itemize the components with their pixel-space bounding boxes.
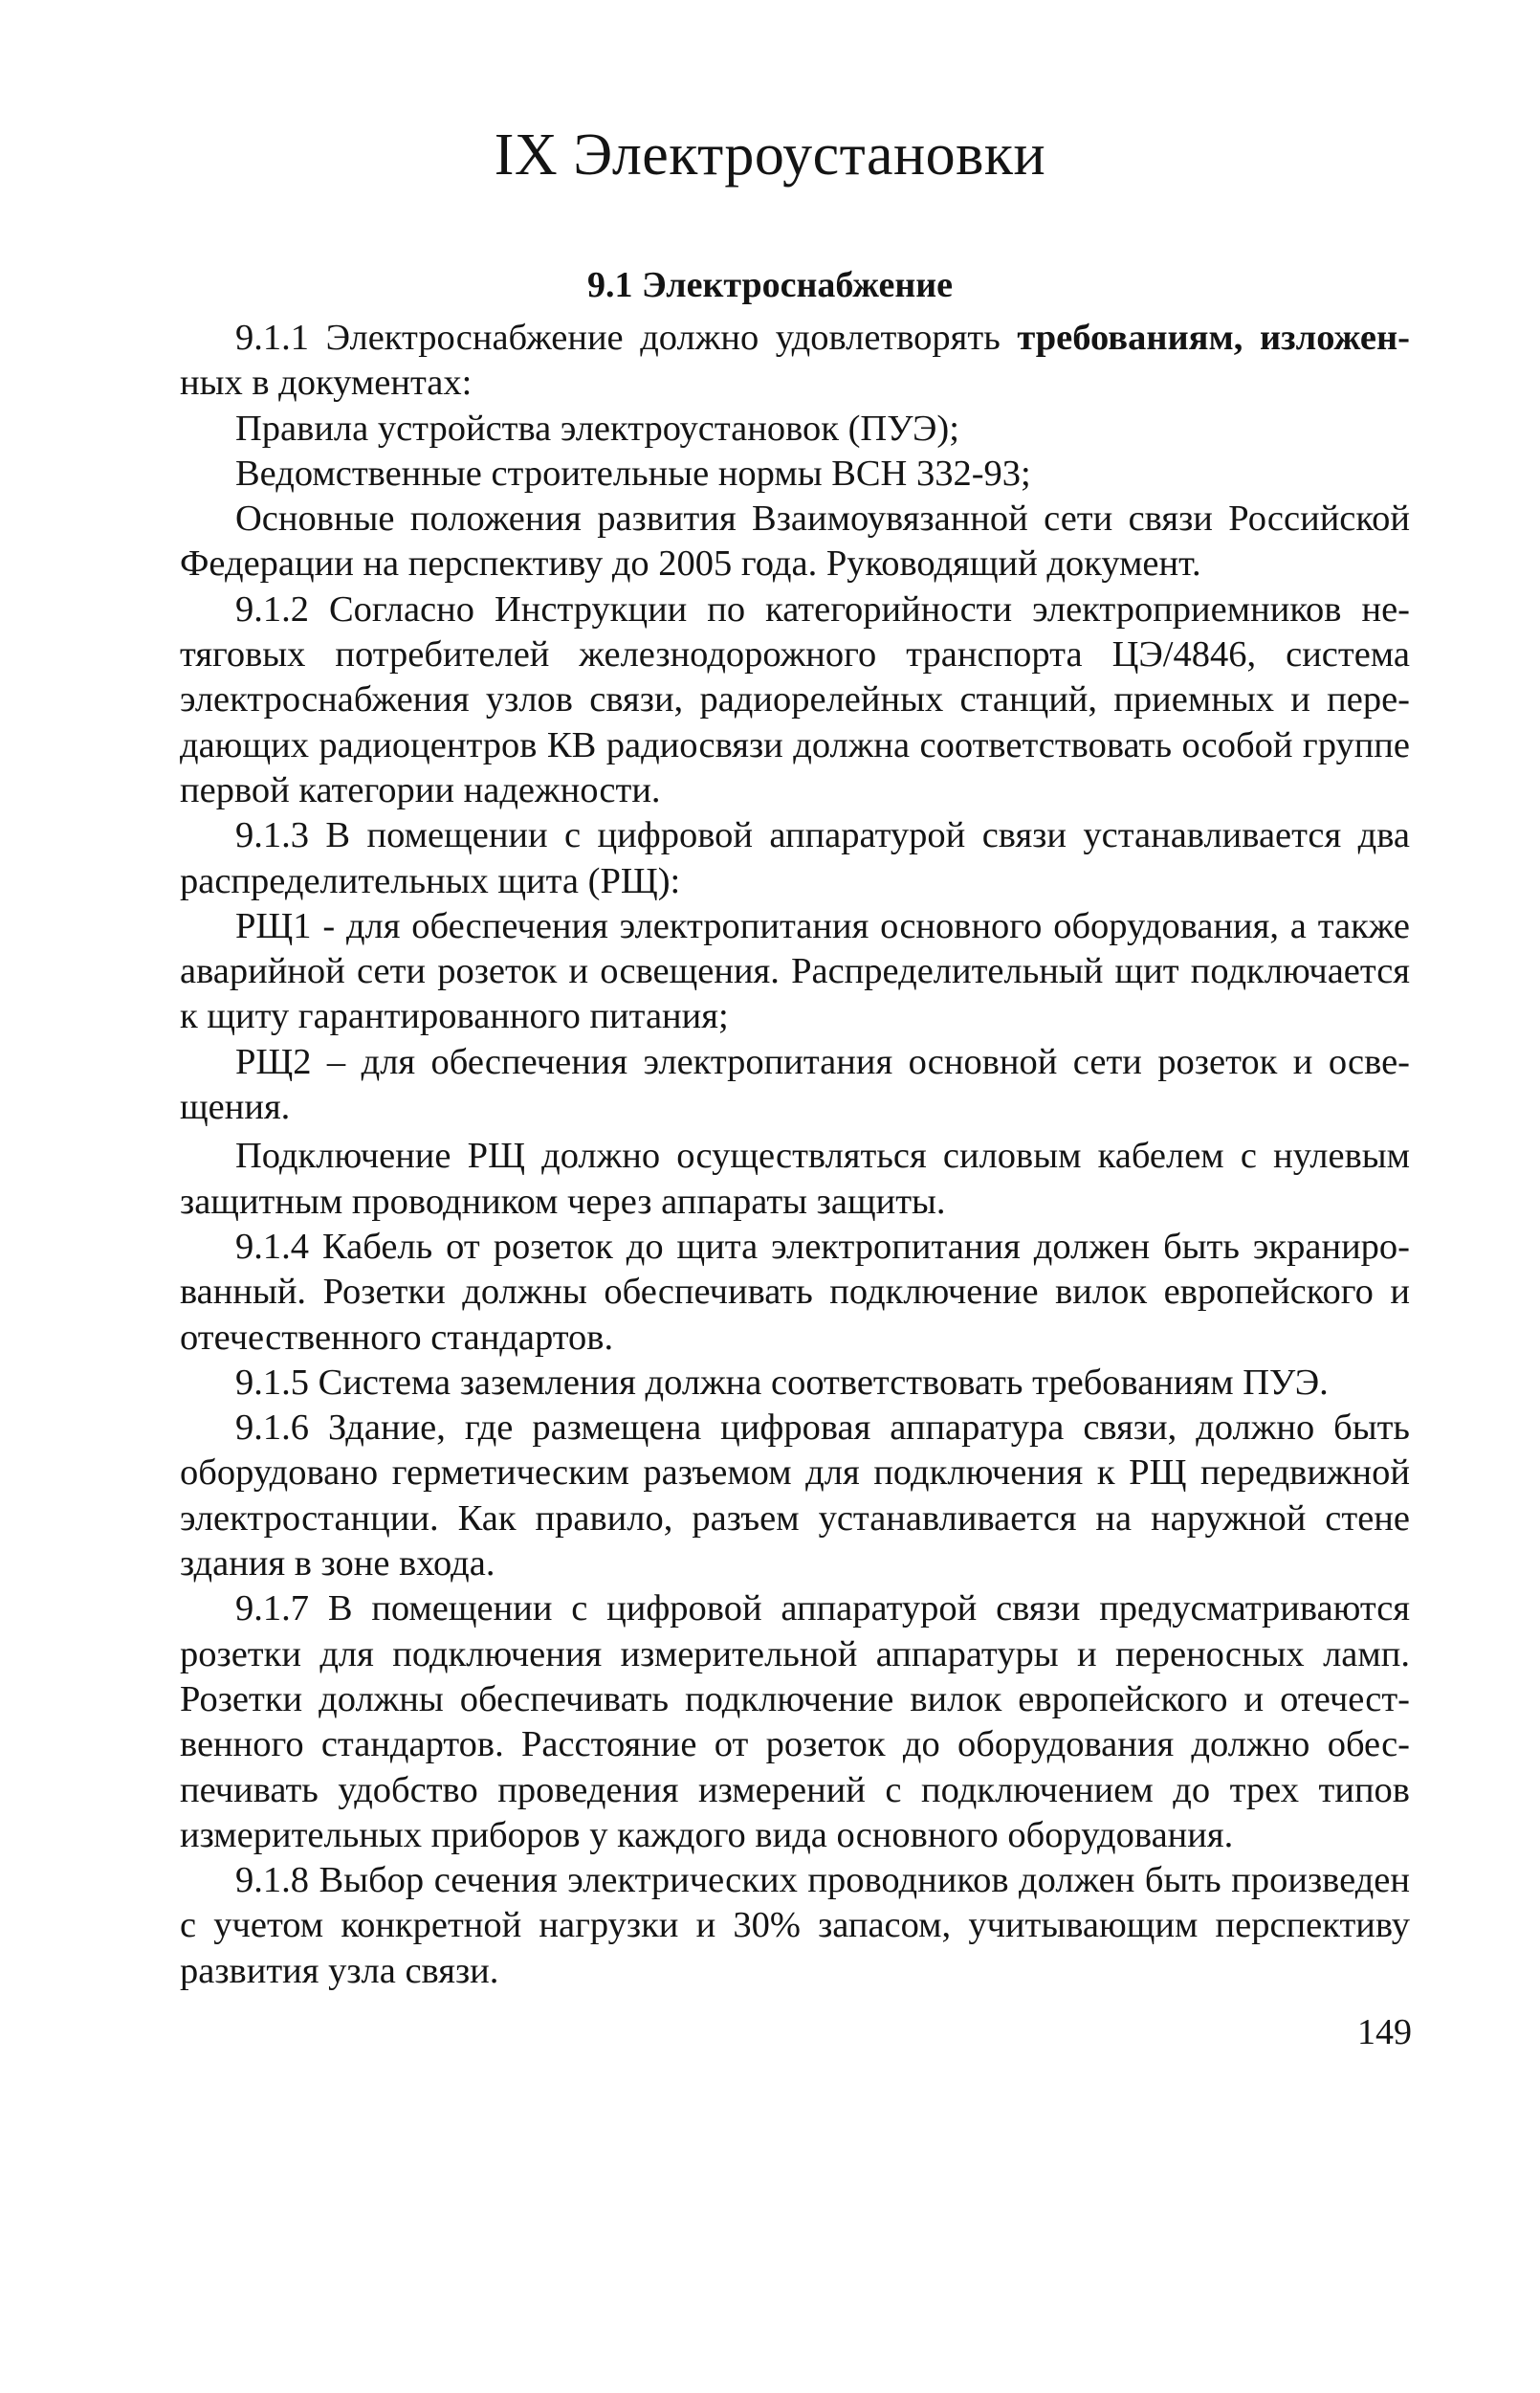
paragraph-9-1-2: 9.1.2 Согласно Инструкции по категорийности электроприемников нетяговых потребителей железнодорожного транспорта ЦЭ/4846, система электроснабжения узлов связи, радиорелейных станций, приемных и передающих радиоцентров КВ радиосвязи должна соответствовать особой группе первой категории надежности. [180, 588, 1410, 810]
paragraph-9-1-6: 9.1.6 Здание, где размещена цифровая аппаратура связи, должно быть оборудовано герметическим разъемом для подключения к РЩ передвижной электростанции. Как правило, разъем устанавливается на наружной стене здания в зоне входа. [180, 1407, 1410, 1584]
paragraph-pue: Правила устройства электроустановок (ПУЭ); [235, 408, 959, 449]
page-number: 149 [1357, 2012, 1412, 2052]
paragraph-9-1-5: 9.1.5 Система заземления должна соответствовать требованиям ПУЭ. [235, 1362, 1329, 1403]
paragraph-9-1-1-bold: требованиям, изложен- [1017, 318, 1410, 358]
paragraph-rshch2: РЩ2 – для обеспечения электропитания основной сети розеток и освещения. [180, 1041, 1410, 1128]
section-title: 9.1 Электроснабжение [586, 265, 953, 305]
paragraph-basic-provisions: Основные положения развития Взаимоувязанной сети связи Российской Федерации на перспективу до 2005 года. Руководящий документ. [180, 499, 1410, 585]
paragraph-9-1-4: 9.1.4 Кабель от розеток до щита электропитания должен быть экранированный. Розетки должны обеспечивать подключение вилок европейского и отечественного стандартов. [180, 1226, 1410, 1358]
body-text [180, 316, 1410, 1994]
paragraph-9-1-1 [180, 316, 1410, 407]
paragraph-9-1-7: 9.1.7 В помещении с цифровой аппаратурой связи предусматриваются розетки для подключения измерительной аппаратуры и переносных ламп. Розетки должны обеспечивать подключение вилок европейского и отечественного стандартов. Расстояние от розеток до оборудования должно обеспечивать удобство проведения измерений с подключением до трех типов измерительных приборов у каждого вида основного оборудования. [180, 1588, 1410, 1855]
paragraph-9-1-3: 9.1.3 В помещении с цифровой аппаратурой связи устанавливается два распределительных щита (РЩ): [180, 815, 1410, 901]
paragraph-9-1-8: 9.1.8 Выбор сечения электрических проводников должен быть произведен с учетом конкретной нагрузки и 30% запасом, учитывающим перспективу развития узла связи. [180, 1860, 1410, 1991]
paragraph-rshch-connection: Подключение РЩ должно осуществляться силовым кабелем с нулевым защитным проводником через аппараты защиты. [180, 1136, 1410, 1222]
paragraph-vsn: Ведомственные строительные нормы ВСН 332-93; [235, 453, 1031, 494]
chapter-title: IX Электроустановки [494, 122, 1046, 188]
paragraph-rshch1: РЩ1 - для обеспечения электропитания основного оборудования, а также аварийной сети розеток и освещения. Распределительный щит подключается к щиту гарантированного питания; [180, 905, 1410, 1037]
paragraph-9-1-1-start: 9.1.1 Электроснабжение должно удовлетворять [235, 318, 1018, 358]
paragraph-9-1-1-end: ных в документах: [180, 363, 473, 404]
